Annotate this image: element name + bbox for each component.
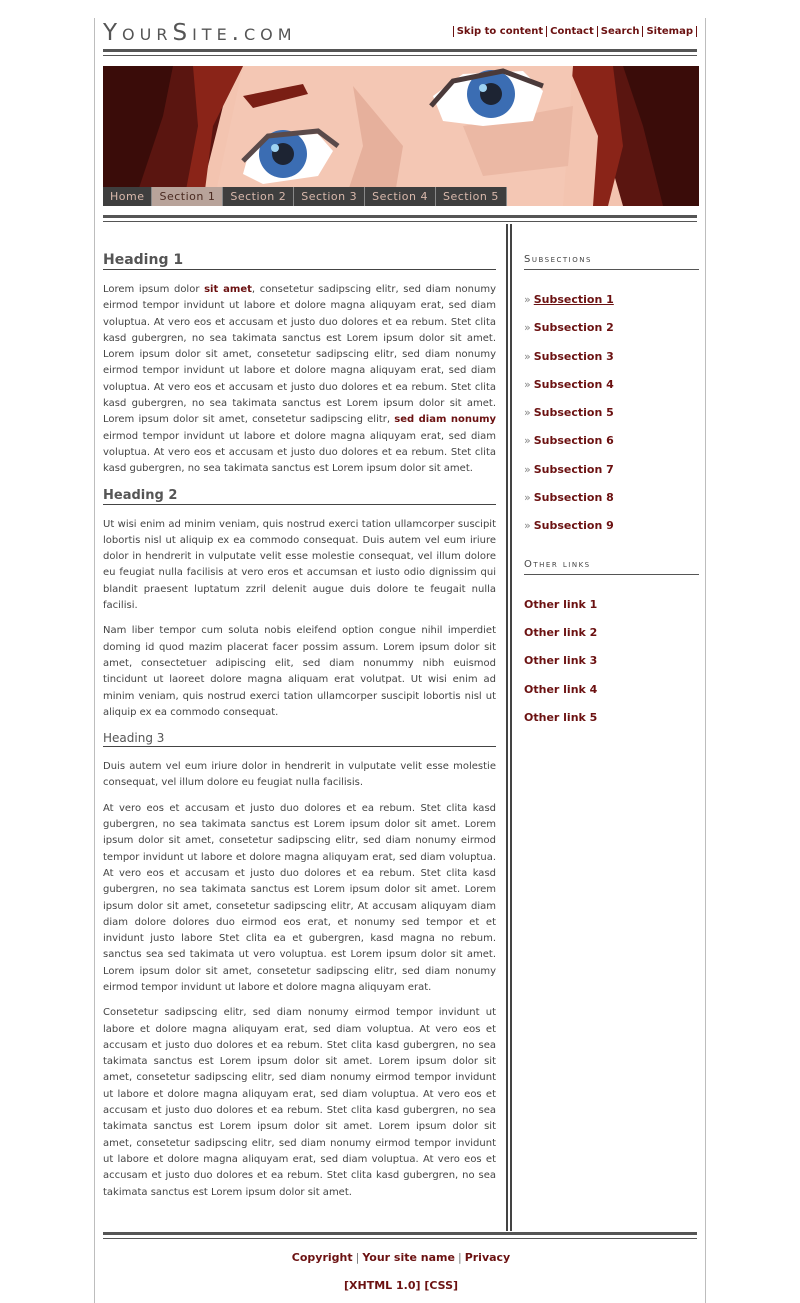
sidebar-item-label: Subsection 5 (533, 406, 614, 420)
sidebar-item-subsection-1[interactable] (524, 286, 699, 314)
bullet-icon: » (524, 434, 531, 448)
paragraph-2: Ut wisi enim ad minim veniam, quis nostrud exerci tation ullamcorper suscipit lobortis nisl ut aliquip ex ea commodo consequat. Duis autem vel eum iriure dolor in hendrerit in vulputate velit esse molestie consequat, vel illum dolore eu feugiat nulla facilisis at vero eros et accumsan et iusto odio dignissim qui blandit praesent luptatum zzril delenit augue duis dolore te feugait nulla facilisi. (103, 518, 496, 612)
sidebar-item-subsection-9[interactable] (524, 512, 699, 540)
sidebar-item-label: Subsection 3 (533, 349, 614, 363)
sidebar-item-subsection-4[interactable] (524, 371, 699, 399)
cartoon-face-illustration (103, 66, 699, 206)
other-link-2[interactable]: Other link 2 (524, 625, 598, 639)
bold-sed-diam-nonumy: sed diam nonumy (394, 414, 497, 426)
heading-2: Heading 2 (103, 487, 496, 505)
paragraph-6: Consetetur sadipscing elitr, sed diam nonumy eirmod tempor invidunt ut labore et dolore magna aliquyam erat, sed diam voluptua. At vero eos et accusam et justo duo dolores et ea rebum. Stet clita kasd gubergren, no sea takimata sanctus est Lorem ipsum dolor sit amet. Lorem ipsum dolor sit amet, consetetur sadipscing elitr, sed diam nonumy eirmod tempor invidunt ut labore et dolore magna aliquyam erat, sed diam voluptua. At vero eos et accusam et justo duo dolores et ea rebum. Stet clita kasd gubergren, no sea takimata sanctus est Lorem ipsum dolor sit amet. Lorem ipsum dolor sit amet, consetetur sadipscing elitr, sed diam nonumy eirmod tempor invidunt ut labore et dolore magna aliquyam erat, sed diam voluptua. At vero eos et accusam et justo duo dolores et ea rebum. Stet clita kasd gubergren, no sea takimata sanctus est Lorem ipsum dolor sit amet. (103, 1007, 496, 1198)
main-content (103, 250, 496, 1210)
nav-home[interactable]: Home (103, 187, 152, 206)
nav-section-2[interactable]: Section 2 (223, 187, 294, 206)
page-container (94, 18, 706, 1303)
nav-section-5[interactable]: Section 5 (436, 187, 507, 206)
privacy-link[interactable]: Privacy (464, 1251, 511, 1264)
other-link-5[interactable]: Other link 5 (524, 710, 598, 724)
bullet-icon: » (524, 349, 531, 363)
sidebar-item-subsection-3[interactable] (524, 343, 699, 371)
other-link-3[interactable]: Other link 3 (524, 654, 598, 668)
bullet-icon: » (524, 321, 531, 335)
sidebar-item-label: Subsection 7 (533, 462, 614, 476)
column-divider (506, 224, 512, 1231)
bullet-icon: » (524, 293, 531, 306)
paragraph-3: Nam liber tempor cum soluta nobis eleifend option congue nihil imperdiet doming id quod mazim placerat facer possim assum. Lorem ipsum dolor sit amet, consectetuer adipiscing elit, sed diam nonummy nibh euismod tincidunt ut laoreet dolore magna aliquam erat volutpat. Ut wisi enim ad minim veniam, quis nostrud exerci tation ullamcorper suscipit lobortis nisl ut aliquip ex ea commodo consequat. (103, 625, 496, 718)
sidebar-item-subsection-8[interactable] (524, 484, 699, 512)
footer-separator: | (457, 1251, 462, 1264)
subsections-heading: Subsections (524, 254, 699, 270)
sidebar-item-subsection-2[interactable] (524, 314, 699, 342)
sitemap-link[interactable]: Sitemap (642, 26, 697, 37)
bullet-icon: » (524, 519, 531, 533)
sidebar-item-subsection-7[interactable] (524, 456, 699, 484)
paragraph-5: At vero eos et accusam et justo duo dolores et ea rebum. Stet clita kasd gubergren, no sea takimata sanctus est Lorem ipsum dolor sit amet. Lorem ipsum dolor sit amet, consetetur sadipscing elitr, sed diam nonumy eirmod tempor invidunt ut labore et dolore magna aliquyam erat, sed diam voluptua. At vero eos et accusam et justo duo dolores et ea rebum. Stet clita kasd gubergren, no sea takimata sanctus est Lorem ipsum dolor sit amet. Lorem ipsum dolor sit amet, consetetur sadipscing elitr, At accusam aliquyam diam diam dolore dolores duo eirmod eos erat, et nonumy sed tempor et et invidunt justo labore Stet clita ea et gubergren, kasd magna no rebum. sanctus sea sed takimata ut vero voluptua. est Lorem ipsum dolor sit amet. Lorem ipsum dolor sit amet, consetetur sadipscing elitr, sed diam nonumy eirmod tempor invidunt ut labore et dolore magna aliquyam erat. (103, 802, 496, 993)
nav-section-3[interactable]: Section 3 (294, 187, 365, 206)
header-rule (103, 49, 697, 56)
heading-1: Heading 1 (103, 251, 496, 270)
sidebar-item-label: Subsection 6 (533, 434, 614, 448)
paragraph-1-text-a: Lorem ipsum dolor (103, 284, 205, 295)
bullet-icon: » (524, 462, 531, 476)
paragraph-1-text-c: eirmod tempor invidunt ut labore et dolore magna aliquyam erat, sed diam voluptua. At vero eos et accusam et justo duo dolores et ea rebum. Stet clita kasd gubergren, no sea takimata sanctus est Lorem ipsum dolor sit amet. (103, 430, 496, 475)
site-name-link[interactable]: Your site name (362, 1251, 455, 1264)
bold-sit-amet: sit amet (204, 284, 252, 295)
sidebar-item-label: Subsection 1 (533, 293, 614, 306)
nav-rule (103, 215, 697, 222)
paragraph-4: Duis autem vel eum iriure dolor in hendrerit in vulputate velit esse molestie consequat, vel illum dolore eu feugiat nulla facilisis. (103, 761, 496, 789)
sidebar-item-label: Subsection 2 (533, 321, 614, 335)
sidebar-item-label: Subsection 9 (533, 519, 614, 533)
sidebar (524, 254, 699, 750)
other-link-1[interactable]: Other link 1 (524, 597, 598, 611)
sidebar-item-subsection-6[interactable] (524, 427, 699, 455)
sidebar-item-label: Subsection 4 (533, 377, 614, 391)
other-links-heading: Other links (524, 559, 699, 575)
sidebar-item-label: Subsection 8 (533, 491, 614, 505)
paragraph-1-text-b: , consetetur sadipscing elitr, sed diam nonumy eirmod tempor invidunt ut labore et dolore magna aliquyam erat, sed diam voluptua. At vero eos et accusam et justo duo dolores et ea rebum. Stet clita kasd gubergren, no sea takimata sanctus est Lorem ipsum dolor sit amet. Lorem ipsum dolor sit amet, consetetur sadipscing elitr, sed diam nonumy eirmod tempor invidunt ut labore et dolore magna aliquyam erat, sed diam voluptua. At vero eos et accusam et justo duo dolores et ea rebum. Stet clita kasd gubergren, no sea takimata sanctus est Lorem ipsum dolor sit amet. Lorem ipsum dolor sit amet, consetetur sadipscing elitr, (103, 284, 496, 426)
subsections-list (524, 286, 699, 541)
top-links (453, 25, 697, 39)
nav-section-4[interactable]: Section 4 (365, 187, 436, 206)
search-link[interactable]: Search (597, 26, 643, 37)
paragraph-1 (103, 282, 496, 478)
footer-rule (103, 1232, 697, 1239)
bullet-icon: » (524, 406, 531, 420)
copyright-link[interactable]: Copyright (291, 1251, 353, 1264)
header-banner-image (103, 66, 699, 206)
heading-3: Heading 3 (103, 730, 496, 747)
validator-links[interactable]: [XHTML 1.0] [CSS] (343, 1279, 459, 1292)
footer-links (103, 1251, 699, 1264)
main-nav (103, 187, 507, 206)
other-link-4[interactable]: Other link 4 (524, 682, 598, 696)
bullet-icon: » (524, 377, 531, 391)
site-title[interactable]: YourSite.com (103, 20, 297, 46)
other-links-list (524, 591, 699, 732)
sidebar-item-subsection-5[interactable] (524, 399, 699, 427)
contact-link[interactable]: Contact (546, 26, 597, 37)
footer-separator: | (355, 1251, 360, 1264)
bullet-icon: » (524, 491, 531, 505)
skip-to-content-link[interactable]: Skip to content (453, 26, 546, 37)
nav-section-1[interactable]: Section 1 (152, 187, 223, 206)
